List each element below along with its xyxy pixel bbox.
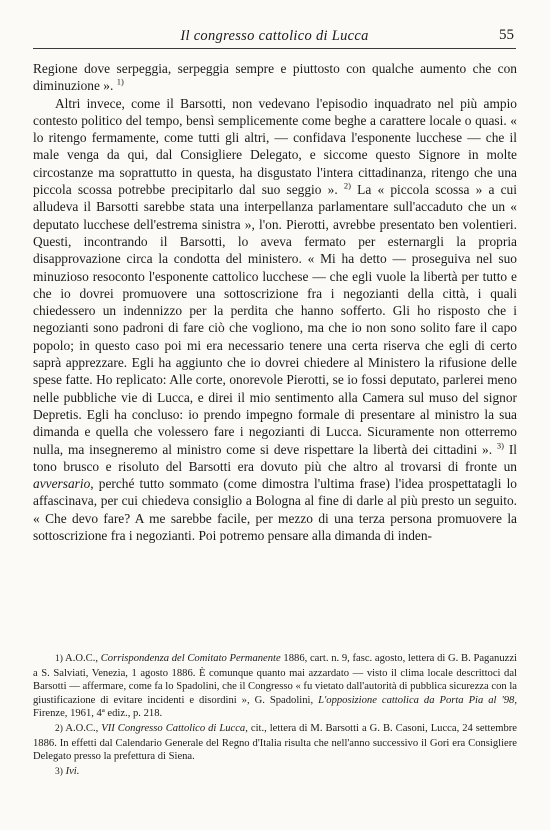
paragraph-2-part-c: Il tono brusco e risoluto del Barsotti era dovuto più che altro al trovarsi di fronte un [33, 441, 517, 474]
footnote-1-book-title: L'opposizione cattolica da Porta Pia al '98 [318, 694, 515, 706]
page-header [33, 22, 516, 49]
paragraph-2 [33, 95, 517, 545]
paragraph-2-part-b: La « piccola scossa » a cui alludeva il Barsotti sarebbe stata una interpellanza parlamentare sull'accaduto che un « deputato lucchese dell'estrema sinistra », l'on. Pierotti, avrebbe presentato ben volentieri. Questi, incontrando il Barsotti, lo aveva fermato per esternargli la propria disapprovazione circa la condotta del ministero. « Mi ha detto — proseguiva nel suo minuzioso resoconto l'esponente cattolico lucchese — che egli vuole la libertà per tutto e che io dovrei promuovere una sottoscrizione fra i negozianti della città, i quali chiedessero un indennizzo per la perdita che hanno sofferto. Gli ho risposto che i negozianti sono padroni di fare ciò che vogliono, ma che io non sono solito fare il capo popolo; in questo caso poi mi era necessario tenere una certa riserva che egli di certo saprà apprezzare. Egli ha aggiunto che io dovrei chiedere al Ministero la rifusione delle spese fatte. Ho replicato: Alle corte, onorevole Pierotti, se io fossi deputato, parlerei meno nelle pubbliche vie di Lucca, e direi il mio sentimento alla Camera sul muso del signor Depretis. Egli ha concluso: io prendo impegno formale di presentare al ministro la sua dimanda e quella che volessero fare i negozianti di Lucca. Sicuramente non otterremo nulla, ma insegneremo al ministro come si deve rispettare la libertà dei cittadini ». [33, 182, 517, 457]
footnote-2-text: , cit., lettera di M. Barsotti a G. B. Casoni, Lucca, 24 settembre 1886. In effetti dal Calendario Generale del Regno d'Italia risulta che nell'anno successivo il Gori era Consigliere Delegato presso la prefettura di Siena. [33, 722, 517, 763]
footnote-ref-1: 1) [116, 76, 124, 87]
body-text [33, 60, 517, 544]
footnote-3-text: Ivi. [65, 765, 80, 777]
footnote-2-italic-title: VII Congresso Cattolico di Lucca [101, 722, 246, 734]
footnote-2-number: 2) [55, 723, 63, 734]
page-number: 55 [499, 27, 514, 43]
footnote-ref-3: 3) [496, 440, 504, 451]
footnote-3 [33, 765, 517, 780]
footnote-2 [33, 722, 517, 764]
footnote-1-source: A.O.C., [65, 653, 99, 664]
footnote-3-number: 3) [55, 766, 63, 777]
paragraph-1-text: Regione dove serpeggia, serpeggia sempre e piuttosto con qualche aumento che con diminuzione ». [33, 61, 517, 94]
footnote-1-number: 1) [55, 654, 63, 664]
footnote-1-italic-title: Corrispondenza del Comitato Permanente [100, 653, 281, 664]
footnote-ref-2: 2) [343, 180, 351, 191]
paragraph-2-italic-word: avversario [33, 476, 91, 492]
footnote-1-text: 1886, cart. n. 9, fasc. agosto, lettera di G. B. Paganuzzi a S. Salviati, Venezia, 1 agosto 1886. È comunque quanto mai azzardato — visto il clima locale descrittoci dal Barsotti — affermare, come fa lo Spadolini, che il Congresso « fu vietato dall'autorità di pubblica sicurezza con la giustificazione di evitare incidenti e disordini », G. Spadolini, [33, 653, 517, 706]
footnotes [33, 652, 517, 779]
paragraph-2-part-d: , perché tutto sommato (come dimostra l'ultima frase) l'idea prospettatagli lo affascinava, per cui chiedeva consiglio a Bologna al fine di darle al più presto un seguito. « Che devo fare? A me sarebbe facile, per mezzo di una terza persona promuovere la sottoscrizione fra i negozianti. Poi potremo pensare alla dimanda di inden- [33, 476, 517, 544]
footnote-1 [33, 652, 517, 721]
footnote-2-source: A.O.C., [65, 722, 99, 734]
running-title: Il congresso cattolico di Lucca [180, 28, 369, 44]
paragraph-2-part-a: Altri invece, come il Barsotti, non vedevano l'episodio inquadrato nel più ampio contesto politico del tempo, bensì semplicemente come beghe a carattere locale o quasi. « lo ritengo fermamente, come tutti gli altri, — confidava l'esponente lucchese — che il male venga da qui, dal Consigliere Delegato, e siccome questo Signore in molte circostanze ma soprattutto in questa, ha disgustato l'intera cittadinanza, ritengo che una piccola scossa potrebbe precipitarlo dal suo seggio ». [33, 95, 517, 198]
footnote-1-tail: , Firenze, 1961, 4ª ediz., p. 218. [33, 694, 517, 720]
paragraph-1 [33, 60, 517, 95]
